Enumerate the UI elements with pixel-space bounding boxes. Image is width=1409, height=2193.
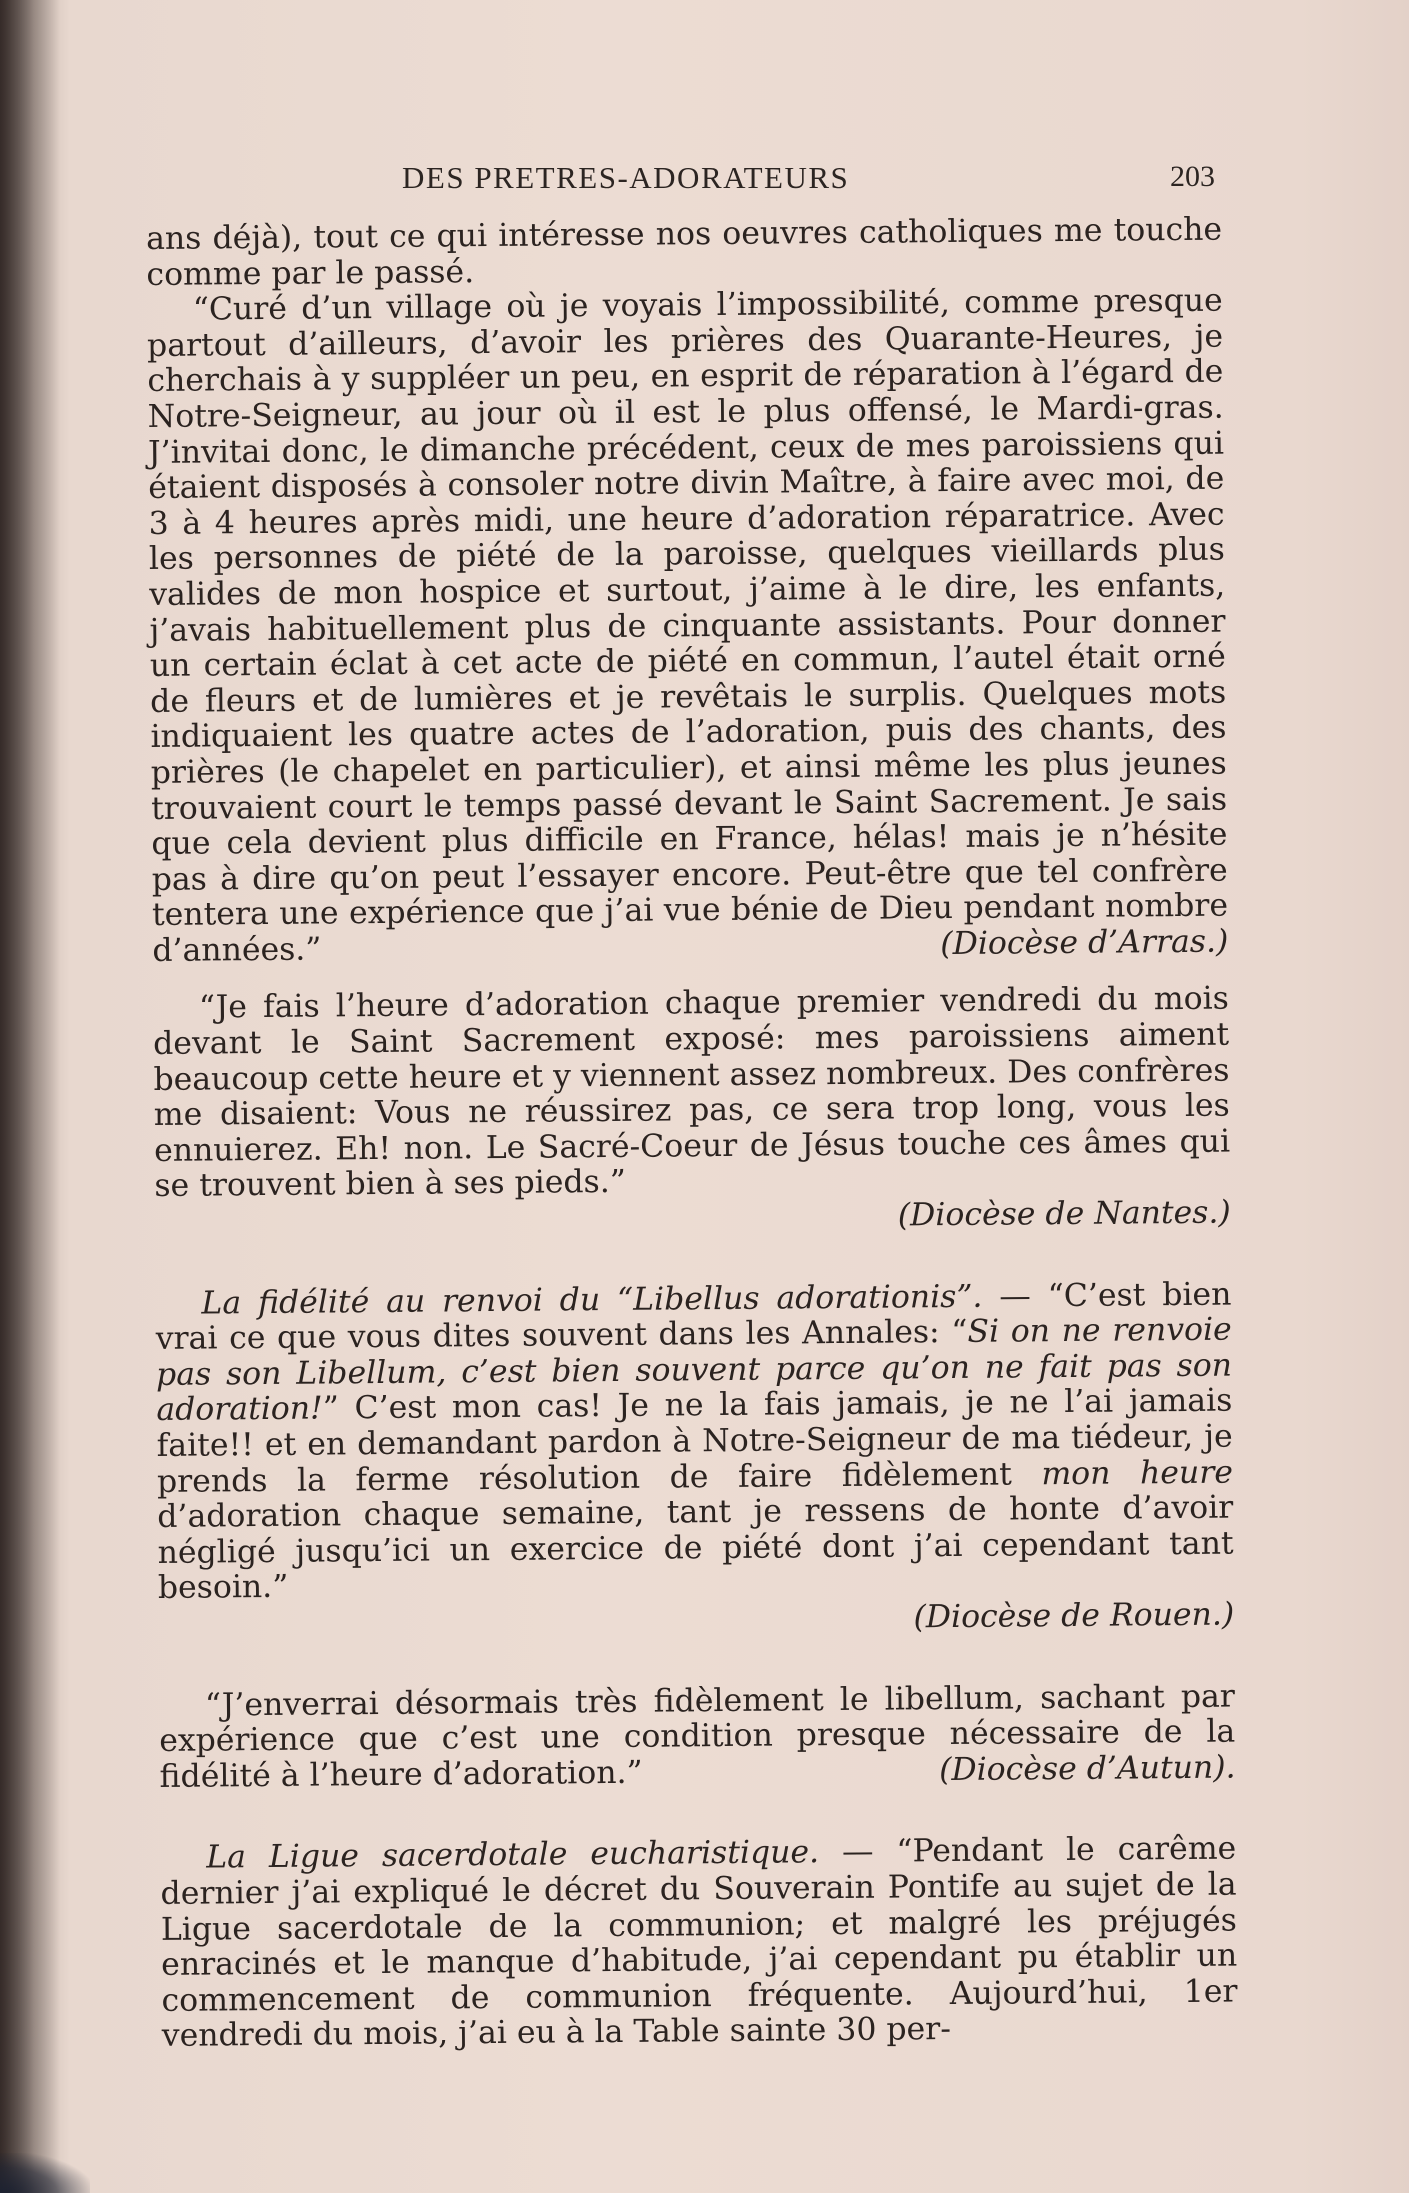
page-header — [140, 152, 1215, 202]
attribution-arras: (Diocèse d’Arras.) — [940, 923, 1229, 962]
paragraph-rouen-text-b: ” C’est mon cas! Je ne la fais jamais, je ne l’ai jamais faite!! et en demandant pardon à Notre-Seigneur de ma tiédeur, je prends la ferme résolution de faire fidèlement — [156, 1382, 1233, 1500]
binding-shadow — [0, 0, 60, 2193]
page-corner-shadow — [0, 2153, 90, 2193]
body-text — [146, 213, 1238, 2055]
paragraph-nantes-text: “Je fais l’heure d’adoration chaque premier vendredi du mois devant le Saint Sacrement exposé: mes paroissiens aiment beaucoup cette heure et y viennent assez nombreux. Des confrères me disaient: Vous ne réussirez pas, ce sera trop long, vous les ennuierez. Eh! non. Le Sacré-Coeur de Jésus touche ces âmes qui se trouvent bien à ses pieds.” — [153, 981, 1231, 1205]
quote-annales: Si on ne renvoie pas son Libellum, c’est bien souvent parce qu’on ne fait pas son adoration! — [155, 1311, 1233, 1429]
paragraph-rouen-text-a: — “C’est bien vrai ce que vous dites souvent dans les Annales: “ — [155, 1276, 1232, 1358]
paragraph-arras — [147, 284, 1229, 970]
attribution-autun: (Diocèse d’Autun). — [938, 1749, 1236, 1788]
page-number: 203 — [1170, 160, 1215, 193]
paragraph-nantes — [153, 982, 1231, 1241]
paragraph-rouen — [155, 1277, 1234, 1642]
paragraph-rouen-text-c: d’adoration chaque semaine, tant je ressens de honte d’avoir négligé jusqu’ici un exercice de piété dont j’ai cependant tant besoin.” — [157, 1489, 1234, 1607]
emphasis-mon-heure: mon heure — [1041, 1454, 1234, 1492]
section-title-fidelite: La fidélité au renvoi du “Libellus adorationis”. — [201, 1278, 983, 1322]
paragraph-autun-text: “J’enverrai désormais très fidèlement le libellum, sachant par expérience que c’est une condition presque nécessaire de la fidélité à l’heure d’adoration.” — [159, 1678, 1236, 1795]
section-title-ligue: La Ligue sacerdotale eucharistique. — [206, 1834, 820, 1876]
paragraph-continuation: ans déjà), tout ce qui intéresse nos oeuvres catholiques me touche comme par le passé. — [145, 211, 1223, 293]
attribution-rouen: (Diocèse de Rouen.) — [913, 1596, 1235, 1636]
paragraph-arras-text: “Curé d’un village où je voyais l’impossibilité, comme presque partout d’ailleurs, d’avoir les prières des Quarante-Heures, je cherchais à y suppléer un peu, en esprit de réparation à l’égard de Notre-Seigneur, au jour où il est le plus offensé, le Mardi-gras. J’invitai donc, le dimanche précédent, ceux de mes paroissiens qui étaient disposés à consoler notre divin Maître, à faire avec moi, de 3 à 4 heures après midi, une heure d’adoration réparatrice. Avec les personnes de piété de la paroisse, quelques vieillards plus valides de mon hospice et surtout, j’aime à le dire, les enfants, j’avais habituellement plus de cinquante assistants. Pour donner un certain éclat à cet acte de piété en commun, l’autel était orné de fleurs et de lumières et je revêtais le surplis. Quelques mots indiquaient les quatre actes de l’adoration, puis des chants, des prières (le chapelet en particulier), et ainsi même les plus jeunes trouvaient court le temps passé devant le Saint Sacrement. Je sais que cela devient plus difficile en France, hélas! mais je n’hésite pas à dire qu’on peut l’essayer encore. Peut-être que tel confrère tentera une expérience que j’ai vue bénie de Dieu pendant nombre d’années.” — [146, 282, 1229, 969]
attribution-nantes: (Diocèse de Nantes.) — [897, 1194, 1231, 1234]
paragraph-autun — [159, 1679, 1236, 1795]
running-title: DES PRETRES-ADORATEURS — [402, 160, 850, 195]
paragraph-ligue — [160, 1832, 1238, 2055]
paragraph-ligue-text: — “Pendant le carême dernier j’ai expliqué le décret du Souverain Pontife au sujet de la Ligue sacerdotale de la communion; et malgré les préjugés enracinés et le manque d’habitude, j’ai cependant pu établir un commencement de communion fréquente. Aujourd’hui, 1er vendredi du mois, j’ai eu à la Table sainte 30 per- — [160, 1830, 1238, 2055]
